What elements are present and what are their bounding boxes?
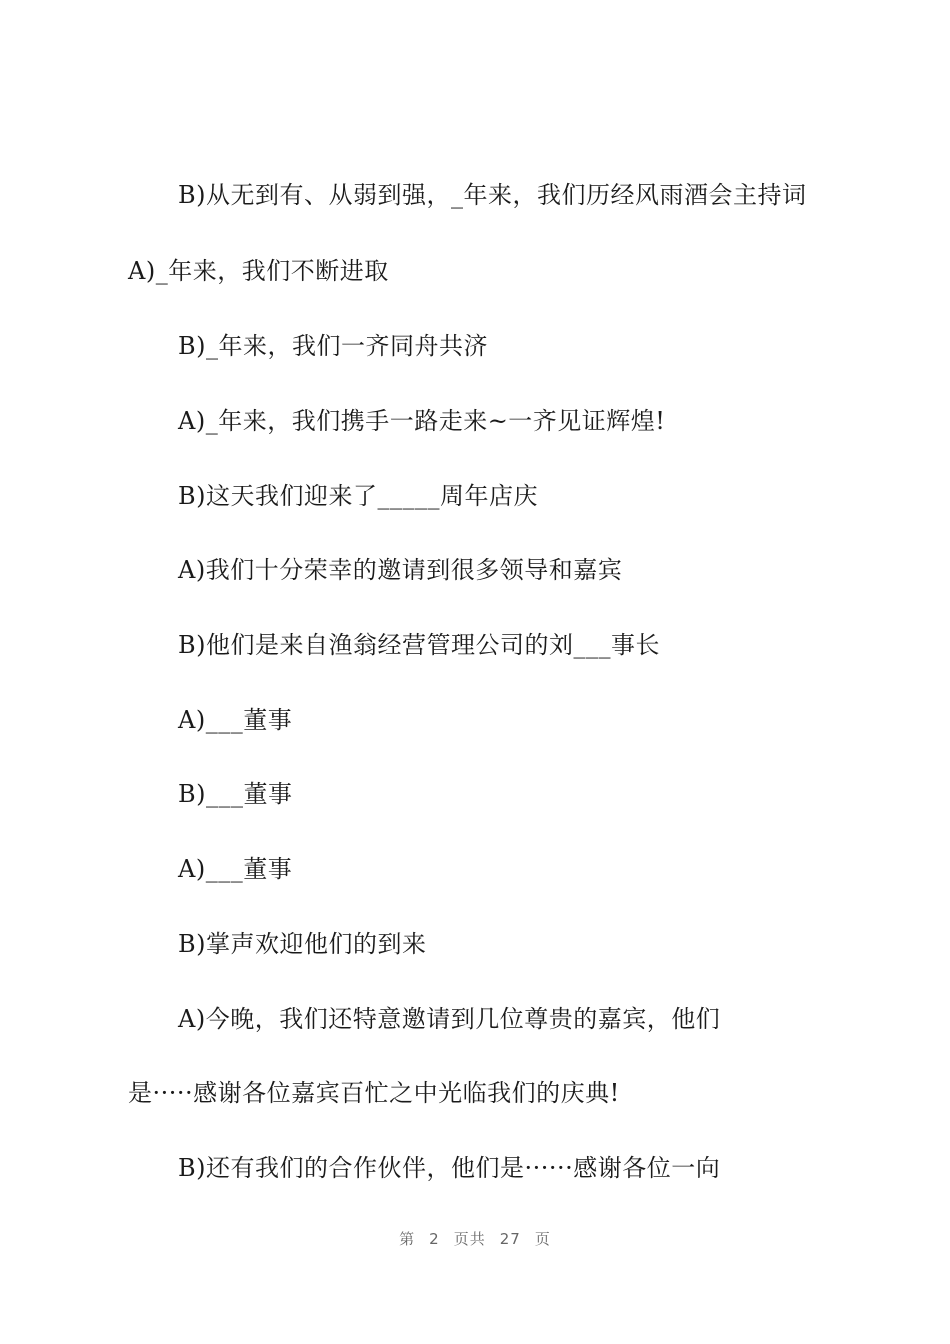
text-line: B)还有我们的合作伙伴，他们是······感谢各位一向 [178,1154,721,1182]
footer-suffix: 页 [534,1230,551,1248]
footer-prefix: 第 [399,1230,416,1248]
text-line: A)我们十分荣幸的邀请到很多领导和嘉宾 [178,556,623,584]
footer-total-pages: 27 [499,1230,521,1248]
footer-page-number: 2 [429,1230,440,1248]
text-line: A)_年来，我们携手一路走来~一齐见证辉煌! [178,407,666,435]
text-line: A)___董事 [178,855,293,883]
text-line: B)这天我们迎来了_____周年店庆 [178,482,538,510]
text-line: B)掌声欢迎他们的到来 [178,930,427,958]
footer-middle: 页共 [453,1230,486,1248]
text-line: 是·····感谢各位嘉宾百忙之中光临我们的庆典! [128,1079,620,1107]
page-footer [0,1228,950,1249]
text-line: B)___董事 [178,780,293,808]
text-line: B)从无到有、从弱到强，_年来，我们历经风雨酒会主持词 [178,181,807,209]
text-line: A)_年来，我们不断进取 [128,257,389,285]
text-line: A)___董事 [178,706,293,734]
text-line: B)_年来，我们一齐同舟共济 [178,332,488,360]
text-line: B)他们是来自渔翁经营管理公司的刘___事长 [178,631,660,659]
text-line: A)今晚，我们还特意邀请到几位尊贵的嘉宾，他们 [178,1005,721,1033]
